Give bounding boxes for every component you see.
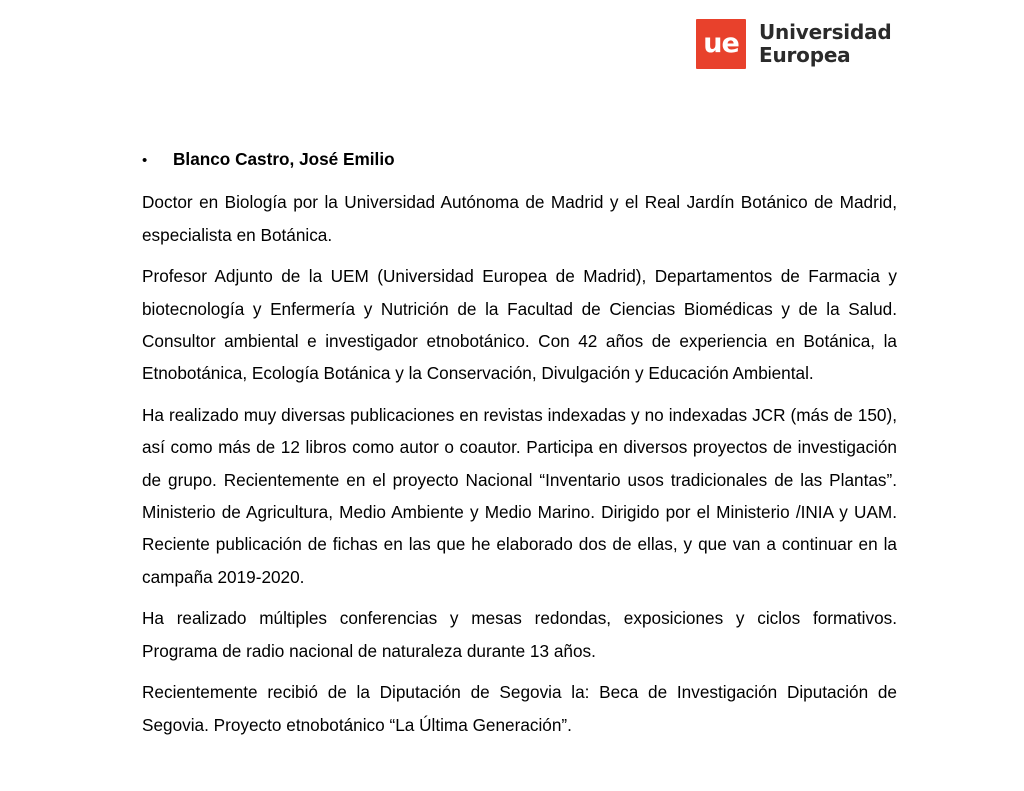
paragraph-publications: Ha realizado muy diversas publicaciones en revistas indexadas y no indexadas JCR (más de 150), así como más de 12 libros como autor o coautor. Participa en diversos proyectos de investigación de grupo. Recientemente en el proyecto Nacional “Inventario usos tradicionales de las Plantas”. Ministerio de Agricultura, Medio Ambiente y Medio Marino. Dirigido por el Ministerio /INIA y UAM. Reciente publicación de fichas en las que he elaborado dos de ellas, y que van a continuar en la campaña 2019-2020. [142,404,897,587]
paragraph-position: Profesor Adjunto de la UEM (Universidad Europea de Madrid), Departamentos de Farmacia y biotecnología y Enfermería y Nutrición de la Facultad de Ciencias Biomédicas y de la Salud. Consultor ambiental e investigador etnobotánico. Con 42 años de experiencia en Botánica, la Etnobotánica, Ecología Botánica y la Conservación, Divulgación y Educación Ambiental. [142,266,897,384]
bullet-symbol: • [142,152,148,169]
paragraph-grant: Recientemente recibió de la Diputación de Segovia la: Beca de Investigación Diputación de Segovia. Proyecto etnobotánico “La Última Generación”. [142,682,897,735]
logo-mark [696,19,746,69]
person-name: Blanco Castro, José Emilio [173,149,395,169]
bullet-item [142,143,897,177]
university-logo [696,19,892,69]
document-body [142,143,897,750]
paragraph-conferences: Ha realizado múltiples conferencias y mesas redondas, exposiciones y ciclos formativos. Programa de radio nacional de naturaleza durante 13 años. [142,608,897,661]
logo-line-2: Europea [759,43,851,67]
logo-line-1: Universidad [759,20,892,44]
logo-mark-text: ue [703,27,739,59]
logo-wordmark [759,21,892,67]
paragraph-education: Doctor en Biología por la Universidad Autónoma de Madrid y el Real Jardín Botánico de Madrid, especialista en Botánica. [142,192,897,245]
